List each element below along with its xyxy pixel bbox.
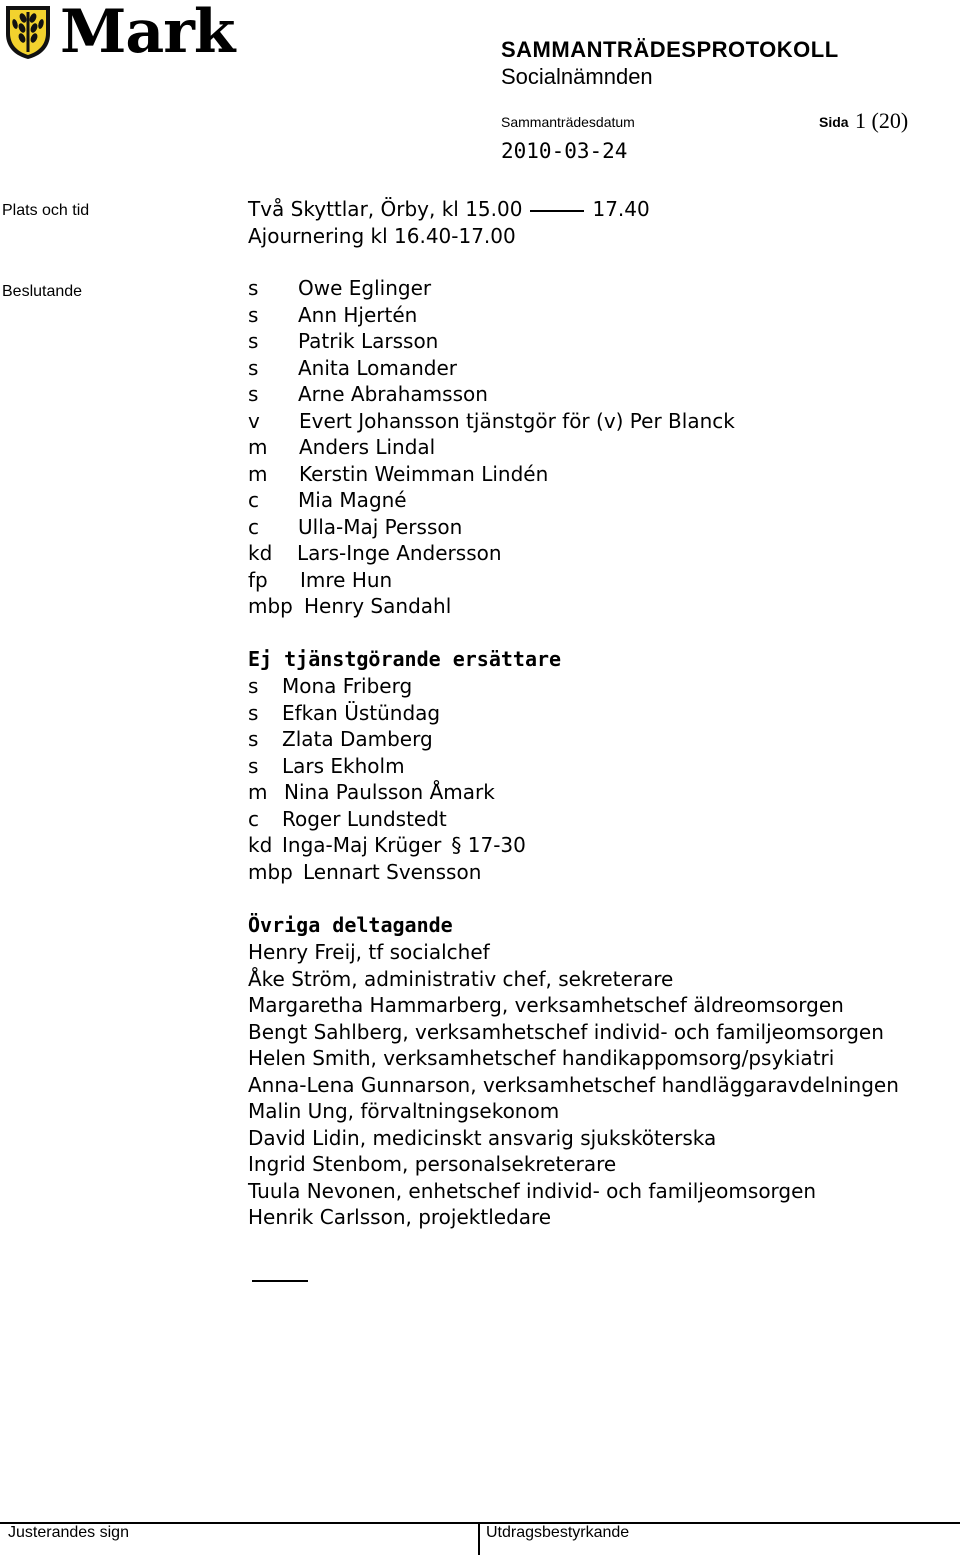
- member-name: Ulla-Maj Persson: [298, 514, 463, 539]
- party-code: c: [248, 514, 259, 539]
- participant-row: Åke Ström, administrativ chef, sekreterare: [248, 966, 674, 991]
- member-row: [248, 328, 735, 355]
- substitute-name: Lars Ekholm: [282, 753, 405, 778]
- document-type: SAMMANTRÄDESPROTOKOLL: [501, 37, 839, 62]
- member-name: Evert Johansson tjänstgör för (v) Per Blanck: [299, 408, 735, 433]
- member-name: Ann Hjertén: [298, 302, 418, 327]
- substitutes-heading: Ej tjänstgörande ersättare: [248, 647, 562, 671]
- party-code: m: [248, 435, 268, 459]
- party-code: s: [248, 674, 259, 698]
- member-name: Arne Abrahamsson: [298, 382, 488, 406]
- place-time-start: Två Skyttlar, Örby, kl 15.00: [248, 197, 523, 221]
- member-row: [248, 487, 735, 514]
- decision-makers-list: [248, 275, 735, 620]
- member-name: Mia Magné: [298, 488, 407, 512]
- member-row: [248, 434, 735, 461]
- member-row: [248, 355, 735, 382]
- page-number: 1 (20): [855, 108, 909, 133]
- party-code: mbp: [248, 859, 293, 884]
- substitute-name: Inga-Maj Krüger: [282, 833, 442, 857]
- member-row: [248, 461, 735, 488]
- substitute-row: [248, 753, 526, 780]
- short-divider-rule: [252, 1280, 308, 1282]
- party-code: m: [248, 780, 268, 804]
- party-code: c: [248, 806, 259, 831]
- participant-row: Helen Smith, verksamhetschef handikappomsorg/psykiatri: [248, 1046, 835, 1070]
- page-label: Sida: [819, 114, 849, 130]
- member-row: [248, 381, 735, 408]
- member-row: [248, 275, 735, 302]
- adjournment-line: Ajournering kl 16.40-17.00: [248, 224, 516, 248]
- substitute-row: [248, 673, 526, 700]
- participant-row: Bengt Sahlberg, verksamhetschef individ- och familjeomsorgen: [248, 1019, 884, 1044]
- logo-wordmark: Mark: [60, 0, 235, 67]
- party-code: s: [248, 355, 259, 380]
- substitute-row: [248, 700, 526, 727]
- member-name: Kerstin Weimman Lindén: [299, 461, 549, 486]
- member-name: Owe Eglinger: [298, 276, 432, 300]
- extract-verification-label: Utdragsbestyrkande: [486, 1524, 630, 1541]
- member-name: Anders Lindal: [299, 435, 436, 459]
- meeting-date: 2010-03-24: [501, 139, 628, 163]
- place-time-label: Plats och tid: [2, 202, 90, 219]
- signature-label: Justerandes sign: [8, 1524, 129, 1541]
- municipality-logo: [4, 0, 235, 67]
- participant-row: Malin Ung, förvaltningsekonom: [248, 1099, 560, 1123]
- substitute-name: Efkan Üstündag: [282, 700, 441, 725]
- member-row: [248, 567, 735, 594]
- paragraph-range: § 17-30: [451, 833, 526, 857]
- participant-row: Margaretha Hammarberg, verksamhetschef äldreomsorgen: [248, 993, 844, 1017]
- party-code: s: [248, 700, 259, 725]
- organization-name: Socialnämnden: [501, 64, 653, 89]
- coat-of-arms-icon: [4, 4, 52, 60]
- party-code: s: [248, 753, 259, 778]
- participant-row: Anna-Lena Gunnarson, verksamhetschef handläggaravdelningen: [248, 1072, 899, 1097]
- party-code: c: [248, 488, 259, 512]
- place-time-end: 17.40: [592, 197, 650, 221]
- party-code: mbp: [248, 594, 293, 618]
- footer-rule: [0, 1522, 960, 1524]
- others-heading: Övriga deltagande: [248, 913, 453, 937]
- meeting-date-label: Sammanträdesdatum: [501, 114, 635, 130]
- substitute-row: [248, 859, 526, 886]
- place-time-line-1: [248, 196, 650, 223]
- member-name: Lars-Inge Andersson: [297, 541, 502, 565]
- substitute-name: Mona Friberg: [282, 674, 413, 698]
- participant-row: Tuula Nevonen, enhetschef individ- och familjeomsorgen: [248, 1178, 817, 1203]
- substitutes-list: [248, 673, 526, 885]
- time-range-dash: [530, 210, 584, 212]
- substitute-row: [248, 779, 526, 806]
- party-code: s: [248, 276, 259, 300]
- participant-row: Ingrid Stenbom, personalsekreterare: [248, 1152, 617, 1176]
- substitute-name: Roger Lundstedt: [282, 806, 447, 831]
- others-list: [248, 939, 899, 1231]
- member-name: Anita Lomander: [298, 355, 458, 380]
- party-code: s: [248, 302, 259, 327]
- substitute-row: [248, 832, 526, 859]
- party-code: s: [248, 382, 259, 406]
- party-code: fp: [248, 567, 268, 592]
- substitute-name: Lennart Svensson: [303, 859, 482, 884]
- party-code: s: [248, 329, 259, 353]
- footer-divider: [478, 1522, 480, 1555]
- participant-row: Henrik Carlsson, projektledare: [248, 1205, 552, 1229]
- member-row: [248, 302, 735, 329]
- party-code: m: [248, 461, 268, 486]
- participant-row: Henry Freij, tf socialchef: [248, 940, 490, 964]
- substitute-name: Zlata Damberg: [282, 727, 433, 751]
- substitute-row: [248, 726, 526, 753]
- member-name: Patrik Larsson: [298, 329, 439, 353]
- member-row: [248, 593, 735, 620]
- member-row: [248, 514, 735, 541]
- member-row: [248, 540, 735, 567]
- decision-makers-label: Beslutande: [2, 283, 83, 300]
- member-name: Henry Sandahl: [304, 594, 452, 618]
- member-row: [248, 408, 735, 435]
- substitute-row: [248, 806, 526, 833]
- party-code: kd: [248, 541, 273, 565]
- party-code: s: [248, 727, 259, 751]
- participant-row: David Lidin, medicinskt ansvarig sjuksköterska: [248, 1125, 717, 1150]
- party-code: kd: [248, 833, 273, 857]
- member-name: Imre Hun: [300, 567, 393, 592]
- party-code: v: [248, 408, 260, 433]
- substitute-name: Nina Paulsson Åmark: [284, 780, 495, 804]
